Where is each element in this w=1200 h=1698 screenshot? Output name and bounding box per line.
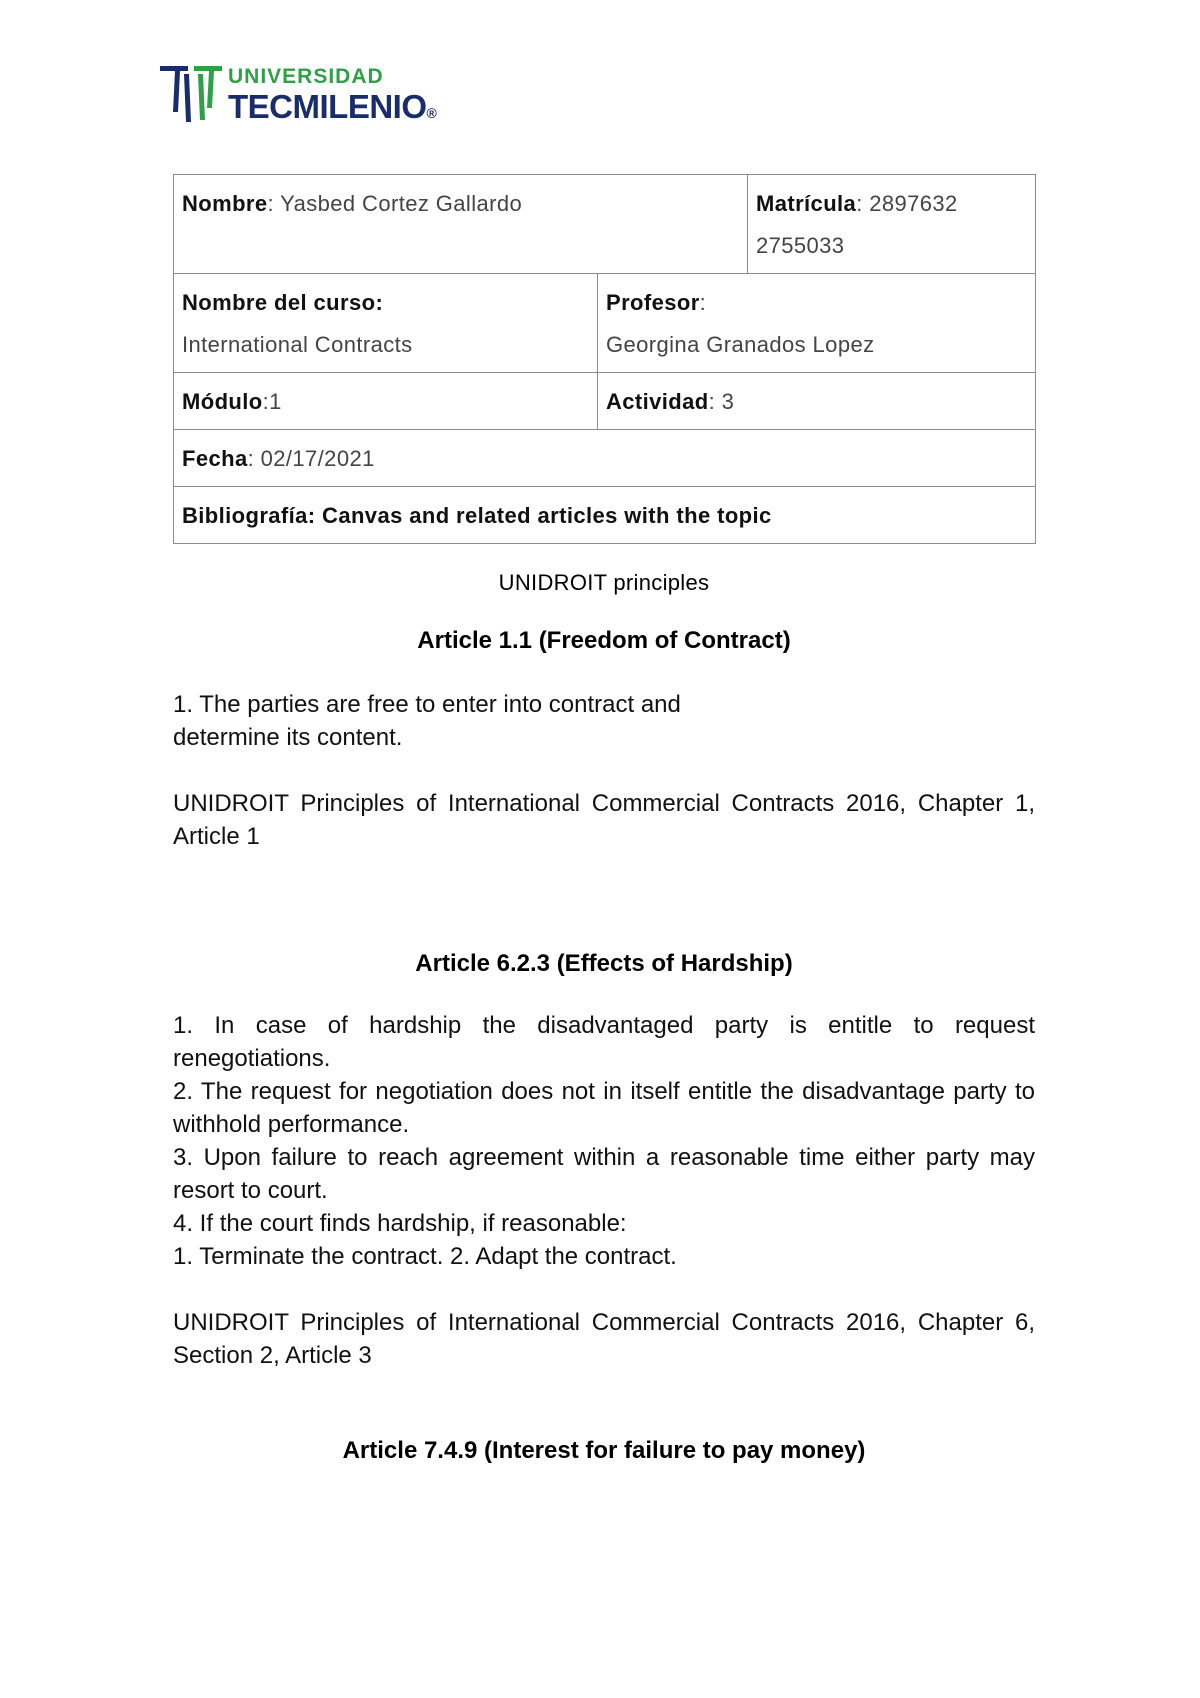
fecha-label: Fecha xyxy=(182,446,248,471)
nombre-cell xyxy=(174,175,748,274)
document-body xyxy=(173,568,1035,1466)
article-2-item-1: 1. In case of hardship the disadvantaged party is entitle to request renegotiations. xyxy=(173,1012,1035,1072)
nombre-value: : Yasbed Cortez Gallardo xyxy=(267,191,523,216)
matricula-cell xyxy=(748,175,1036,274)
info-row-date xyxy=(174,430,1036,487)
article-2-item-4: 4. If the court finds hardship, if reasonable: xyxy=(173,1210,627,1237)
article-1-text: 1. The parties are free to enter into contract and xyxy=(173,691,681,718)
info-row-course xyxy=(174,274,1036,373)
article-3-heading: Article 7.4.9 (Interest for failure to pay money) xyxy=(342,1437,866,1464)
profesor-colon: : xyxy=(699,290,707,315)
university-logo xyxy=(158,62,458,126)
curso-cell xyxy=(174,274,598,373)
info-row-bibliography xyxy=(174,487,1036,544)
matricula-label: Matrícula xyxy=(756,191,857,216)
actividad-value: : 3 xyxy=(708,389,735,414)
document-subtitle: UNIDROIT principles xyxy=(498,570,710,595)
modulo-value: :1 xyxy=(262,389,282,414)
article-1-citation: UNIDROIT Principles of International Commercial Contracts 2016, Chapter 1, Article 1 xyxy=(173,790,1035,850)
nombre-label: Nombre xyxy=(182,191,268,216)
article-2-item-5: 1. Terminate the contract. 2. Adapt the contract. xyxy=(173,1243,677,1270)
logo-registered: ® xyxy=(426,105,437,121)
modulo-label: Módulo xyxy=(182,389,263,414)
curso-value: International Contracts xyxy=(182,332,413,357)
matricula-value-2: 2755033 xyxy=(756,233,845,258)
profesor-label: Profesor xyxy=(606,290,700,315)
article-1-text-2: determine its content. xyxy=(173,724,403,751)
article-1-heading: Article 1.1 (Freedom of Contract) xyxy=(417,627,791,654)
profesor-value: Georgina Granados Lopez xyxy=(606,332,875,357)
logo-emblem-icon xyxy=(158,62,226,126)
student-info-table xyxy=(173,174,1036,544)
logo-line2 xyxy=(228,90,436,130)
matricula-value: : 2897632 xyxy=(856,191,958,216)
article-2-heading: Article 6.2.3 (Effects of Hardship) xyxy=(415,950,793,977)
modulo-cell xyxy=(174,373,598,430)
info-row-name xyxy=(174,175,1036,274)
profesor-cell xyxy=(598,274,1036,373)
article-2-item-3: 3. Upon failure to reach agreement within a reasonable time either party may resort to court. xyxy=(173,1144,1035,1204)
actividad-cell xyxy=(598,373,1036,430)
article-2-item-2: 2. The request for negotiation does not in itself entitle the disadvantage party to withhold performance. xyxy=(173,1078,1035,1138)
actividad-label: Actividad xyxy=(606,389,709,414)
logo-name: TECMILENIO xyxy=(228,88,427,125)
article-2-citation: UNIDROIT Principles of International Commercial Contracts 2016, Chapter 6, Section 2, Article 3 xyxy=(173,1309,1035,1369)
fecha-value: : 02/17/2021 xyxy=(247,446,375,471)
info-row-module xyxy=(174,373,1036,430)
logo-line1: UNIVERSIDAD xyxy=(228,65,384,88)
curso-label: Nombre del curso: xyxy=(182,290,384,315)
fecha-cell xyxy=(174,430,1036,487)
bibliografia-cell: Bibliografía: Canvas and related articles with the topic xyxy=(174,487,1036,544)
